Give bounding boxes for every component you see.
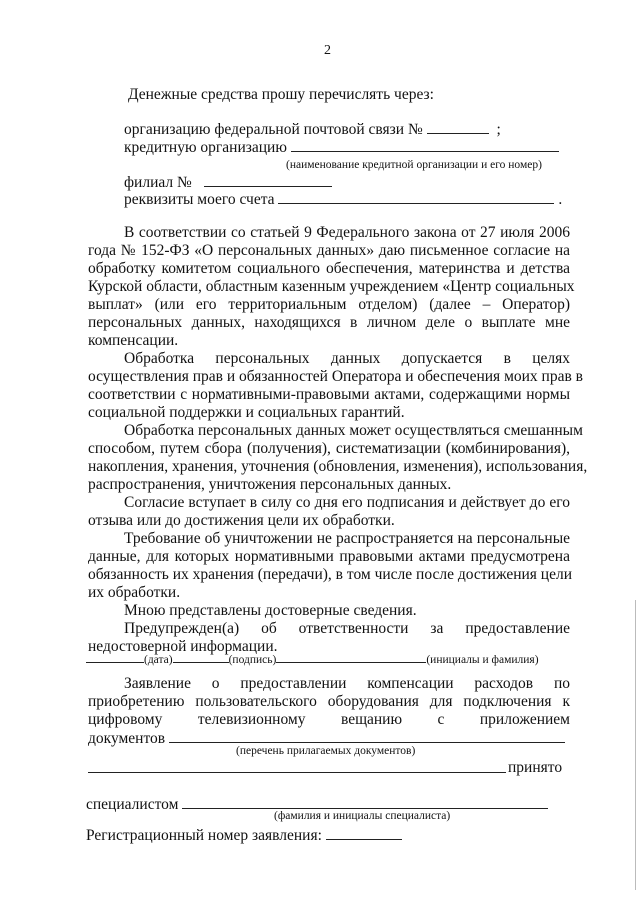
branch-label: филиал № (124, 174, 192, 191)
consent-p1-line: выплат» (или его территориальным отделом) (далее – Оператор) (88, 296, 570, 313)
consent-p5-line: обязанность их хранения (передачи), в том числе после достижения цели (88, 566, 572, 583)
credit-org-caption: (наименование кредитной организации и его номер) (286, 159, 542, 171)
consent-p4-line: Согласие вступает в силу со дня его подписания и действует до его (124, 494, 570, 511)
consent-p5-line: их обработки. (88, 584, 181, 601)
specialist-caption: (фамилия и инициалы специалиста) (274, 810, 451, 822)
reg-number-line (86, 826, 402, 845)
consent-p4-line: отзыва или до достижения цели их обработки. (88, 512, 395, 529)
consent-p2-line: соответствии с нормативными-правовыми актами, содержащими нормы (88, 386, 570, 403)
consent-p5-line: данные, для которых нормативными правовыми актами предусмотрена (88, 548, 570, 565)
receipt-line: цифровому телевизионному вещанию с приложением (88, 711, 570, 728)
consent-p2-line: осуществления прав и обязанностей Оператора и обеспечения моих прав в (88, 368, 583, 385)
account-line (124, 190, 562, 209)
credit-org-label: кредитную организацию (124, 139, 287, 156)
consent-p3-line: способом, путем сбора (получения), систематизации (комбинирования), (88, 440, 570, 457)
documents-caption: (перечень прилагаемых документов) (236, 745, 416, 757)
documents-field[interactable] (169, 729, 565, 743)
postal-org-number-field[interactable] (427, 120, 489, 134)
documents-label: документов (88, 730, 166, 747)
payment-intro: Денежные средства прошу перечислять через: (128, 86, 434, 103)
receipt-line: Заявление о предоставлении компенсации расходов по (124, 675, 570, 692)
page-number: 2 (324, 43, 331, 58)
name-label: (инициалы и фамилия) (426, 654, 539, 666)
consent-p3-line: Обработка персональных данных может осуществляться смешанным (124, 422, 583, 439)
consent-p3-line: накопления, хранения, уточнения (обновления, изменения), использования, (88, 458, 588, 475)
credit-org-field[interactable] (291, 138, 559, 152)
branch-number-field[interactable] (204, 173, 332, 187)
signature-line (86, 649, 539, 667)
postal-org-end: ; (496, 121, 501, 138)
accepted-label: принято (508, 759, 563, 776)
consent-p3-line: распространения, уничтожения персональных данных. (88, 476, 452, 493)
consent-p1-line: персональных данных, находящихся в личном деле о выплате мне (88, 314, 570, 331)
reg-number-label: Регистрационный номер заявления: (86, 827, 322, 844)
documents-continuation-field[interactable] (88, 772, 506, 773)
postal-org-label: организацию федеральной почтовой связи № (124, 121, 423, 138)
credit-org-line (124, 138, 559, 157)
consent-p6: Мною представлены достоверные сведения. (124, 602, 417, 619)
consent-p1-line: компенсации. (88, 332, 179, 349)
reg-number-field[interactable] (326, 826, 402, 840)
specialist-label: специалистом (86, 796, 179, 813)
name-field[interactable] (276, 649, 426, 663)
scan-edge-line (635, 600, 636, 890)
consent-p7-line: Предупрежден(а) об ответственности за предоставление (124, 620, 570, 637)
consent-p1-line: В соответствии со статьей 9 Федерального закона от 27 июля 2006 (124, 224, 570, 241)
date-label: (дата) (144, 654, 173, 666)
consent-p2-line: Обработка персональных данных допускается в целях (124, 350, 570, 367)
postal-org-line (124, 120, 501, 139)
consent-p1-line: Курской области, областным казенным учреждением «Центр социальных (88, 278, 575, 295)
date-field[interactable] (86, 649, 144, 663)
signature-label: (подпись) (228, 654, 277, 666)
specialist-field[interactable] (182, 795, 548, 809)
receipt-line: приобретению пользовательского оборудования для подключения к (88, 693, 570, 710)
consent-p5-line: Требование об уничтожении не распространяется на персональные (124, 530, 570, 547)
account-end: . (558, 191, 563, 208)
account-details-field[interactable] (278, 190, 554, 204)
consent-p1-line: обработку комитетом социального обеспечения, материнства и детства (88, 260, 570, 277)
consent-p7-line: недостоверной информации. (88, 638, 278, 655)
consent-p2-line: социальной поддержки и социальных гарантий. (88, 404, 405, 421)
account-label: реквизиты моего счета (124, 191, 275, 208)
consent-p1-line: года № 152-ФЗ «О персональных данных» даю письменное согласие на (88, 242, 570, 259)
signature-field[interactable] (173, 649, 229, 663)
